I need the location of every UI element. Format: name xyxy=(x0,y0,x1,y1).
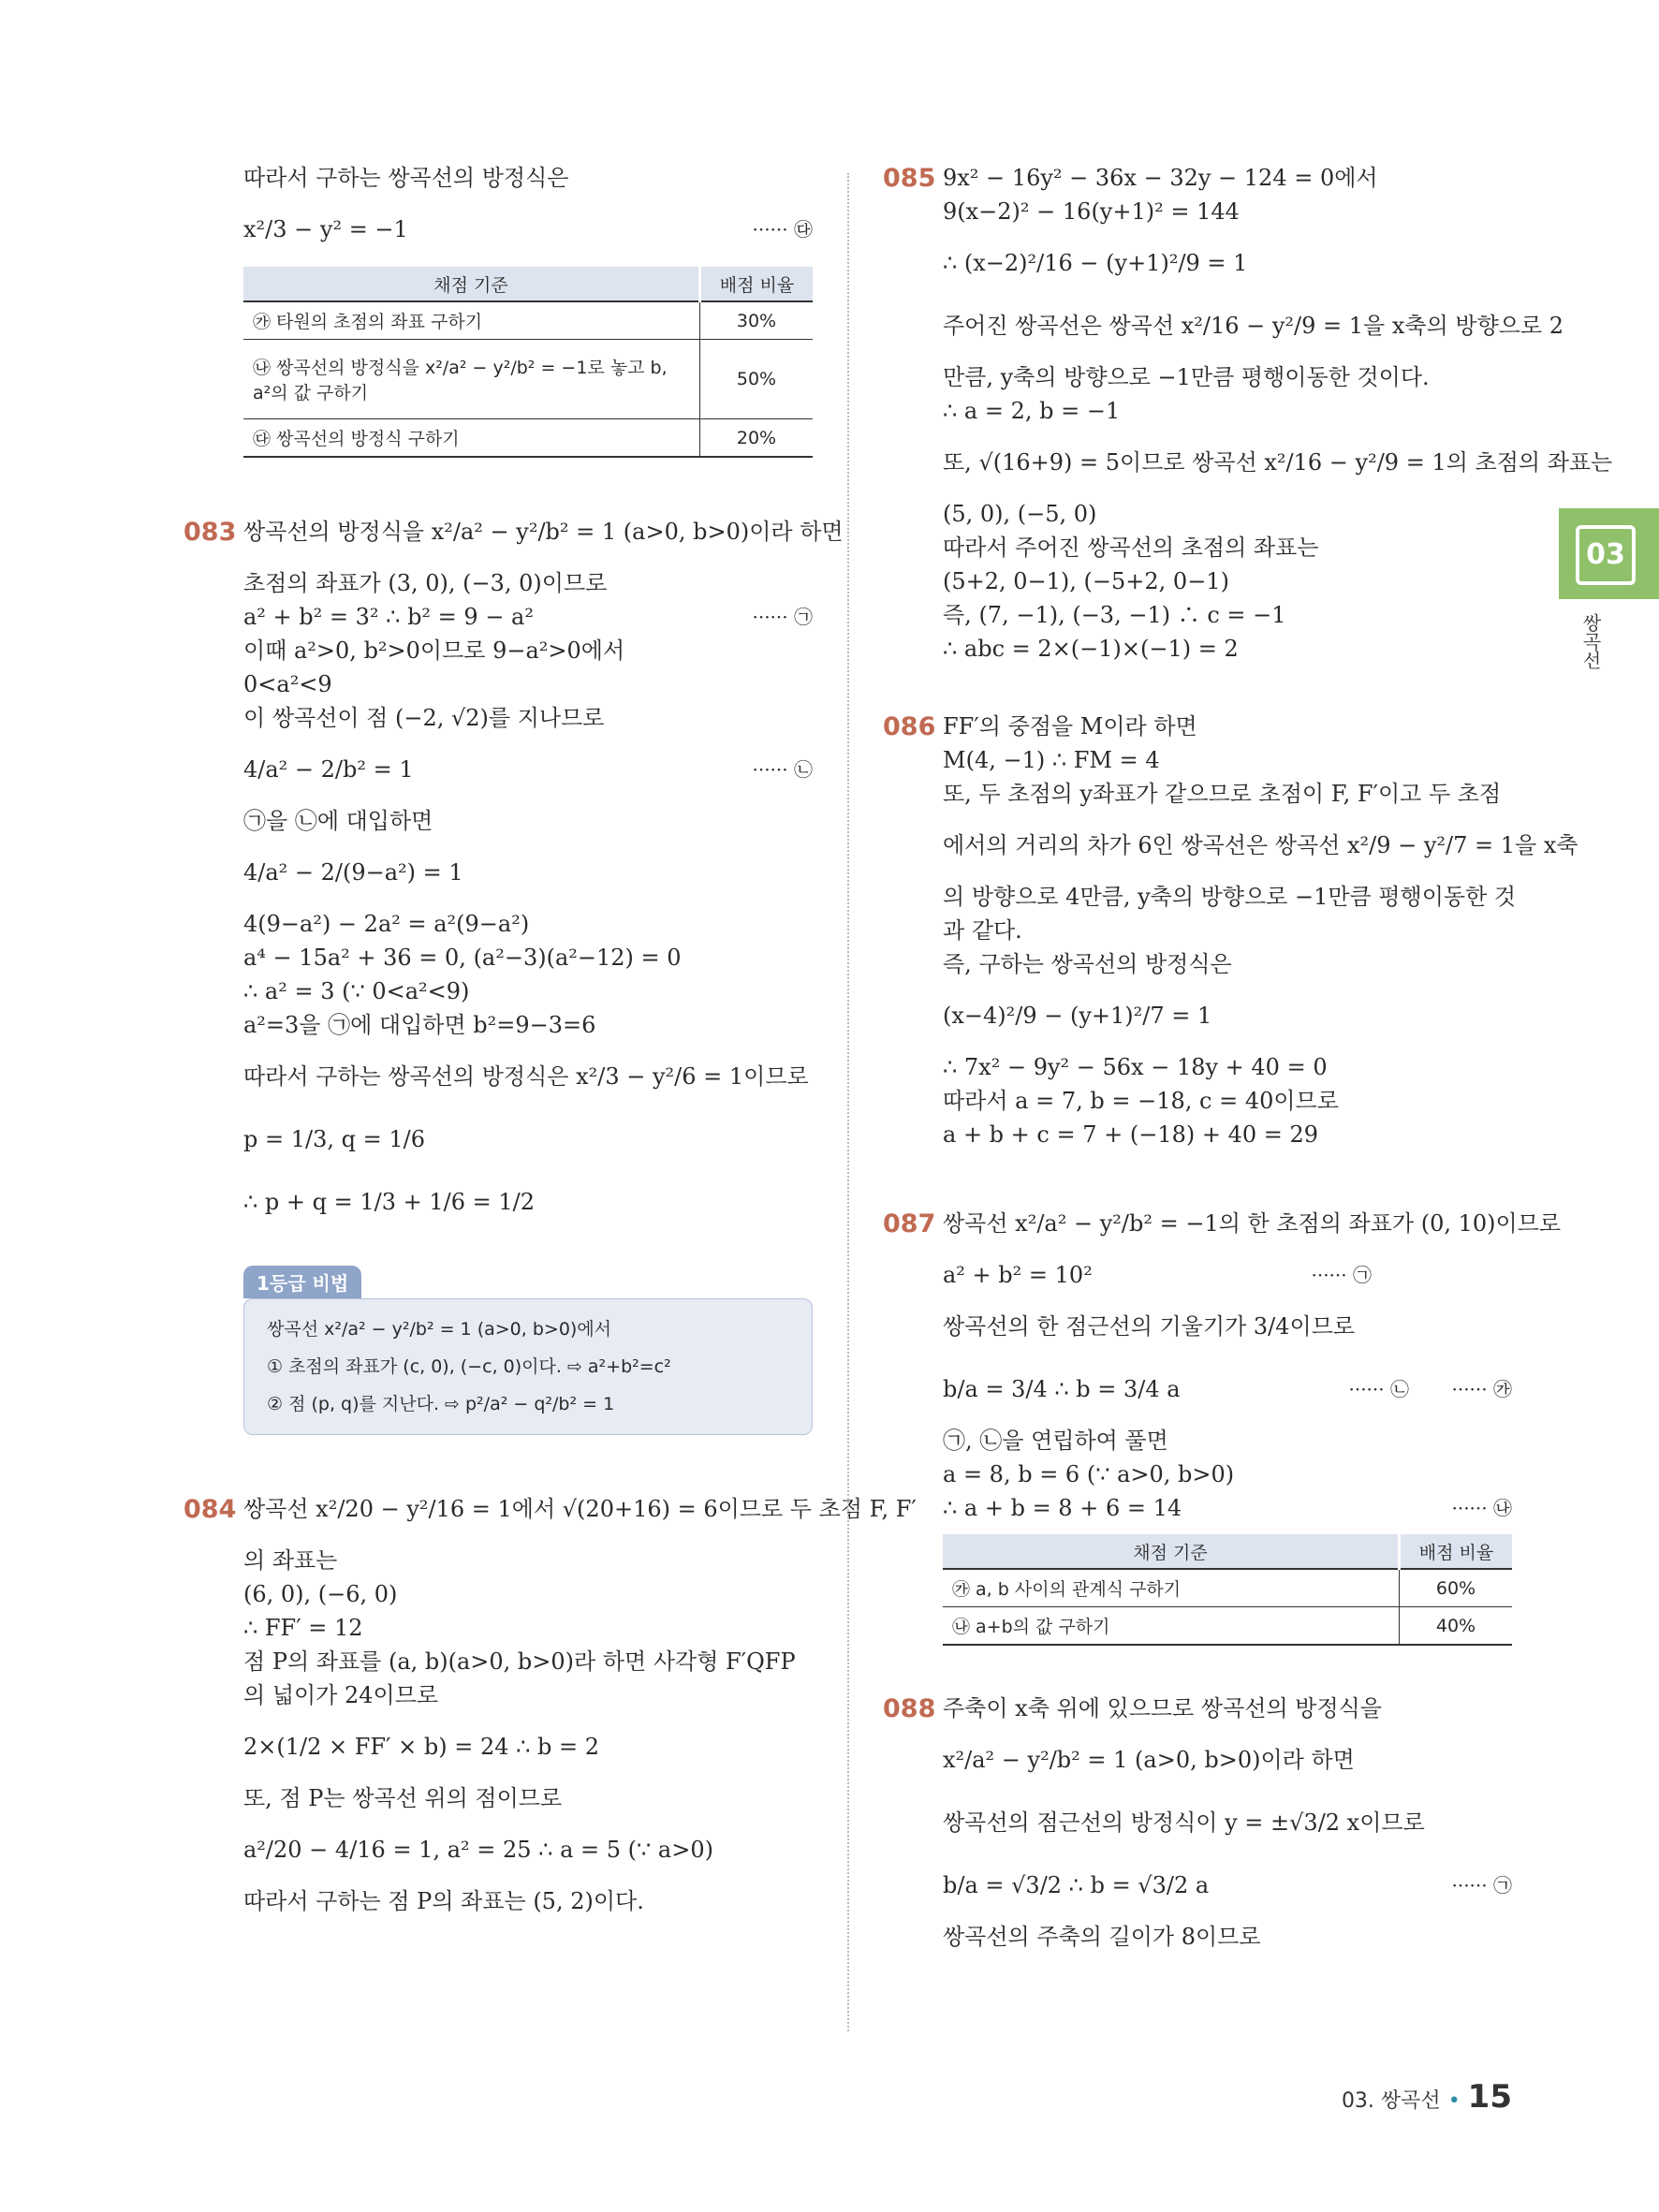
equation: (5+2, 0−1), (−5+2, 0−1) xyxy=(943,568,1229,594)
problem-number: 087 xyxy=(883,1209,936,1238)
text-line: 또, 점 P는 쌍곡선 위의 점이므로 xyxy=(243,1785,563,1811)
text-line: 쌍곡선의 주축의 길이가 8이므로 xyxy=(943,1924,1261,1950)
equation: ∴ p + q = 1/3 + 1/6 = 1/2 xyxy=(243,1189,535,1215)
text-line: 만큼, y축의 방향으로 −1만큼 평행이동한 것이다. xyxy=(943,364,1430,390)
math-line xyxy=(943,1494,1512,1523)
text-line: a²=3을 ㉠에 대입하면 b²=9−3=6 xyxy=(243,1012,596,1038)
text-line: 점 P의 좌표를 (a, b)(a>0, b>0)라 하면 사각형 F′QFP xyxy=(243,1648,796,1675)
equation: ∴ a + b = 8 + 6 = 14 xyxy=(943,1495,1182,1521)
equation: 4/a² − 2/(9−a²) = 1 xyxy=(243,859,463,886)
table-header: 채점 기준 xyxy=(943,1534,1400,1569)
tip-title: 1등급 비법 xyxy=(243,1266,361,1298)
problem-085-start xyxy=(883,164,1512,193)
chapter-side-label: 쌍곡선 xyxy=(1579,613,1602,669)
text-line: 이때 a²>0, b²>0이므로 9−a²>0에서 xyxy=(243,637,625,664)
equation: a⁴ − 15a² + 36 = 0, (a²−3)(a²−12) = 0 xyxy=(243,945,682,971)
text-line: 쌍곡선의 한 점근선의 기울기가 3/4이므로 xyxy=(943,1313,1356,1340)
equation: a² + b² = 10² xyxy=(943,1262,1093,1288)
equation: ∴ FF′ = 12 xyxy=(243,1615,363,1641)
tip-body xyxy=(243,1298,813,1435)
equation: ∴ a² = 3 (∵ 0<a²<9) xyxy=(243,978,470,1004)
table-header: 채점 기준 xyxy=(243,267,700,301)
text-line: ㉠을 ㉡에 대입하면 xyxy=(243,808,433,834)
text-line: 따라서 주어진 쌍곡선의 초점의 좌표는 xyxy=(943,535,1319,561)
footer-dot: • xyxy=(1447,2089,1461,2113)
scoring-table-082 xyxy=(243,267,813,458)
criterion-cell: ㉮ a, b 사이의 관계식 구하기 xyxy=(943,1569,1400,1607)
equation: 9(x−2)² − 16(y+1)² = 144 xyxy=(943,198,1240,225)
criterion-cell: ㉯ a+b의 값 구하기 xyxy=(943,1607,1400,1646)
math-line xyxy=(243,603,813,632)
chapter-tab-number: 03 xyxy=(1576,525,1636,585)
tip-line: 쌍곡선 x²/a² − y²/b² = 1 (a>0, b>0)에서 xyxy=(267,1319,612,1340)
problem-086-start xyxy=(883,712,1512,741)
text-line: 0<a²<9 xyxy=(243,671,332,697)
problem-number: 088 xyxy=(883,1694,936,1723)
math-line xyxy=(243,204,813,256)
math-line xyxy=(943,1261,1512,1290)
math-line xyxy=(943,1860,1512,1912)
step-mark: ······ ㉠ xyxy=(1451,1874,1512,1897)
ratio-cell: 50% xyxy=(700,340,814,419)
equation: (x−4)²/9 − (y+1)²/7 = 1 xyxy=(943,1003,1212,1029)
problem-number: 086 xyxy=(883,712,936,741)
text-line: 또, √(16+9) = 5이므로 쌍곡선 x²/16 − y²/9 = 1의 초점의 좌표는 xyxy=(943,449,1613,476)
table-row xyxy=(243,340,813,419)
problem-number: 084 xyxy=(184,1495,237,1524)
equation: ∴ (x−2)²/16 − (y+1)²/9 = 1 xyxy=(943,250,1248,276)
text-line: 따라서 구하는 쌍곡선의 방정식은 x²/3 − y²/6 = 1이므로 xyxy=(243,1063,809,1090)
text-line: 이 쌍곡선이 점 (−2, √2)를 지나므로 xyxy=(243,705,605,731)
equation: a²/20 − 4/16 = 1, a² = 25 ∴ a = 5 (∵ a>0) xyxy=(243,1837,713,1863)
text-line: 또, 두 초점의 y좌표가 같으므로 초점이 F, F′이고 두 초점 xyxy=(943,781,1502,807)
problem-088-start xyxy=(883,1694,1512,1723)
text-line: 쌍곡선의 방정식을 x²/a² − y²/b² = 1 (a>0, b>0)이라 하면 xyxy=(243,519,844,545)
text-line: 의 방향으로 4만큼, y축의 방향으로 −1만큼 평행이동한 것 xyxy=(943,884,1517,910)
step-mark: ······ ㉰ xyxy=(752,218,813,241)
problem-083-start xyxy=(184,506,844,558)
ratio-cell: 60% xyxy=(1400,1569,1513,1607)
table-header: 배점 비율 xyxy=(700,267,814,301)
equation: p = 1/3, q = 1/6 xyxy=(243,1126,425,1152)
tip-box xyxy=(243,1266,813,1435)
equation: M(4, −1) ∴ FM = 4 xyxy=(943,747,1160,773)
equation: ∴ abc = 2×(−1)×(−1) = 2 xyxy=(943,636,1239,662)
equation: (5, 0), (−5, 0) xyxy=(943,501,1097,527)
equation: x²/3 − y² = −1 xyxy=(243,216,408,242)
page-number: 15 xyxy=(1467,2078,1512,2116)
equation: x²/a² − y²/b² = 1 (a>0, b>0)이라 하면 xyxy=(943,1747,1355,1773)
equation: 2×(1/2 × FF′ × b) = 24 ∴ b = 2 xyxy=(243,1734,600,1760)
text-line: 따라서 구하는 쌍곡선의 방정식은 xyxy=(243,165,569,191)
text-line: 따라서 구하는 점 P의 좌표는 (5, 2)이다. xyxy=(243,1888,644,1914)
text-line: 과 같다. xyxy=(943,917,1022,944)
problem-number: 083 xyxy=(184,518,237,547)
text-line: ㉠, ㉡을 연립하여 풀면 xyxy=(943,1428,1168,1454)
equation: 4/a² − 2/b² = 1 xyxy=(243,756,414,783)
table-row xyxy=(943,1607,1512,1646)
equation: ∴ a = 2, b = −1 xyxy=(943,398,1121,424)
chapter-tab xyxy=(1559,508,1659,599)
scoring-table-087 xyxy=(943,1534,1512,1646)
step-mark: ······ ㉡ xyxy=(1348,1378,1409,1400)
equation: 4(9−a²) − 2a² = a²(9−a²) xyxy=(243,911,530,937)
column-divider xyxy=(847,173,849,2031)
text-line: 즉, 구하는 쌍곡선의 방정식은 xyxy=(943,951,1232,977)
table-row xyxy=(243,301,813,340)
equation: a + b + c = 7 + (−18) + 40 = 29 xyxy=(943,1121,1319,1148)
text-line: 의 좌표는 xyxy=(243,1547,338,1574)
equation: b/a = 3/4 ∴ b = 3/4 a xyxy=(943,1376,1181,1402)
criterion-cell: ㉯ 쌍곡선의 방정식을 x²/a² − y²/b² = −1로 놓고 b, a²의 값 구하기 xyxy=(243,340,700,419)
page-footer xyxy=(1342,2078,1512,2116)
text-line: 초점의 좌표가 (3, 0), (−3, 0)이므로 xyxy=(243,570,608,596)
text-line: 쌍곡선의 점근선의 방정식이 y = ±√3/2 x이므로 xyxy=(943,1809,1425,1836)
problem-084-start xyxy=(184,1484,917,1535)
ratio-cell: 20% xyxy=(700,419,814,458)
problem-number: 085 xyxy=(883,164,936,193)
text-line: 의 넓이가 24이므로 xyxy=(243,1682,439,1708)
math-line xyxy=(243,744,813,796)
step-mark: ······ ㉡ xyxy=(752,758,813,781)
problem-087-start xyxy=(883,1198,1562,1250)
table-row xyxy=(243,419,813,458)
criterion-cell: ㉮ 타원의 초점의 좌표 구하기 xyxy=(243,301,700,340)
math-line xyxy=(943,1364,1512,1415)
tip-line: ① 초점의 좌표가 (c, 0), (−c, 0)이다. ⇨ a²+b²=c² xyxy=(267,1356,671,1377)
equation: a² + b² = 3² ∴ b² = 9 − a² xyxy=(243,604,534,630)
step-mark: ······ ㉠ xyxy=(752,606,813,628)
equation: 9x² − 16y² − 36x − 32y − 124 = 0에서 xyxy=(943,165,1378,191)
ratio-cell: 30% xyxy=(700,301,814,340)
equation: ∴ 7x² − 9y² − 56x − 18y + 40 = 0 xyxy=(943,1054,1328,1080)
text-line: 따라서 a = 7, b = −18, c = 40이므로 xyxy=(943,1088,1339,1114)
text-line: FF′의 중점을 M이라 하면 xyxy=(943,713,1197,740)
table-header: 배점 비율 xyxy=(1400,1534,1513,1569)
step-mark: ······ ㉠ xyxy=(1311,1264,1372,1286)
footer-chapter: 03. 쌍곡선 xyxy=(1341,2089,1441,2113)
text-line: 주축이 x축 위에 있으므로 쌍곡선의 방정식을 xyxy=(943,1695,1382,1721)
equation: a = 8, b = 6 (∵ a>0, b>0) xyxy=(943,1461,1235,1487)
ratio-cell: 40% xyxy=(1400,1607,1513,1646)
text-line: (6, 0), (−6, 0) xyxy=(243,1581,398,1607)
text-line: 쌍곡선 x²/20 − y²/16 = 1에서 √(20+16) = 6이므로 두 초점 F, F′ xyxy=(243,1496,917,1522)
equation: 즉, (7, −1), (−3, −1) ∴ c = −1 xyxy=(943,602,1286,628)
criterion-cell: ㉰ 쌍곡선의 방정식 구하기 xyxy=(243,419,700,458)
text-line: 쌍곡선 x²/a² − y²/b² = −1의 한 초점의 좌표가 (0, 10)이므로 xyxy=(943,1210,1562,1237)
step-mark: ······ ㉮ xyxy=(1451,1378,1512,1400)
tip-line: ② 점 (p, q)를 지난다. ⇨ p²/a² − q²/b² = 1 xyxy=(267,1394,615,1414)
text-line: 에서의 거리의 차가 6인 쌍곡선은 쌍곡선 x²/9 − y²/7 = 1을 x축 xyxy=(943,832,1578,858)
step-mark: ······ ㉯ xyxy=(1451,1497,1512,1519)
table-row xyxy=(943,1569,1512,1607)
text-line: 주어진 쌍곡선은 쌍곡선 x²/16 − y²/9 = 1을 x축의 방향으로 2 xyxy=(943,313,1564,339)
equation: b/a = √3/2 ∴ b = √3/2 a xyxy=(943,1872,1210,1898)
